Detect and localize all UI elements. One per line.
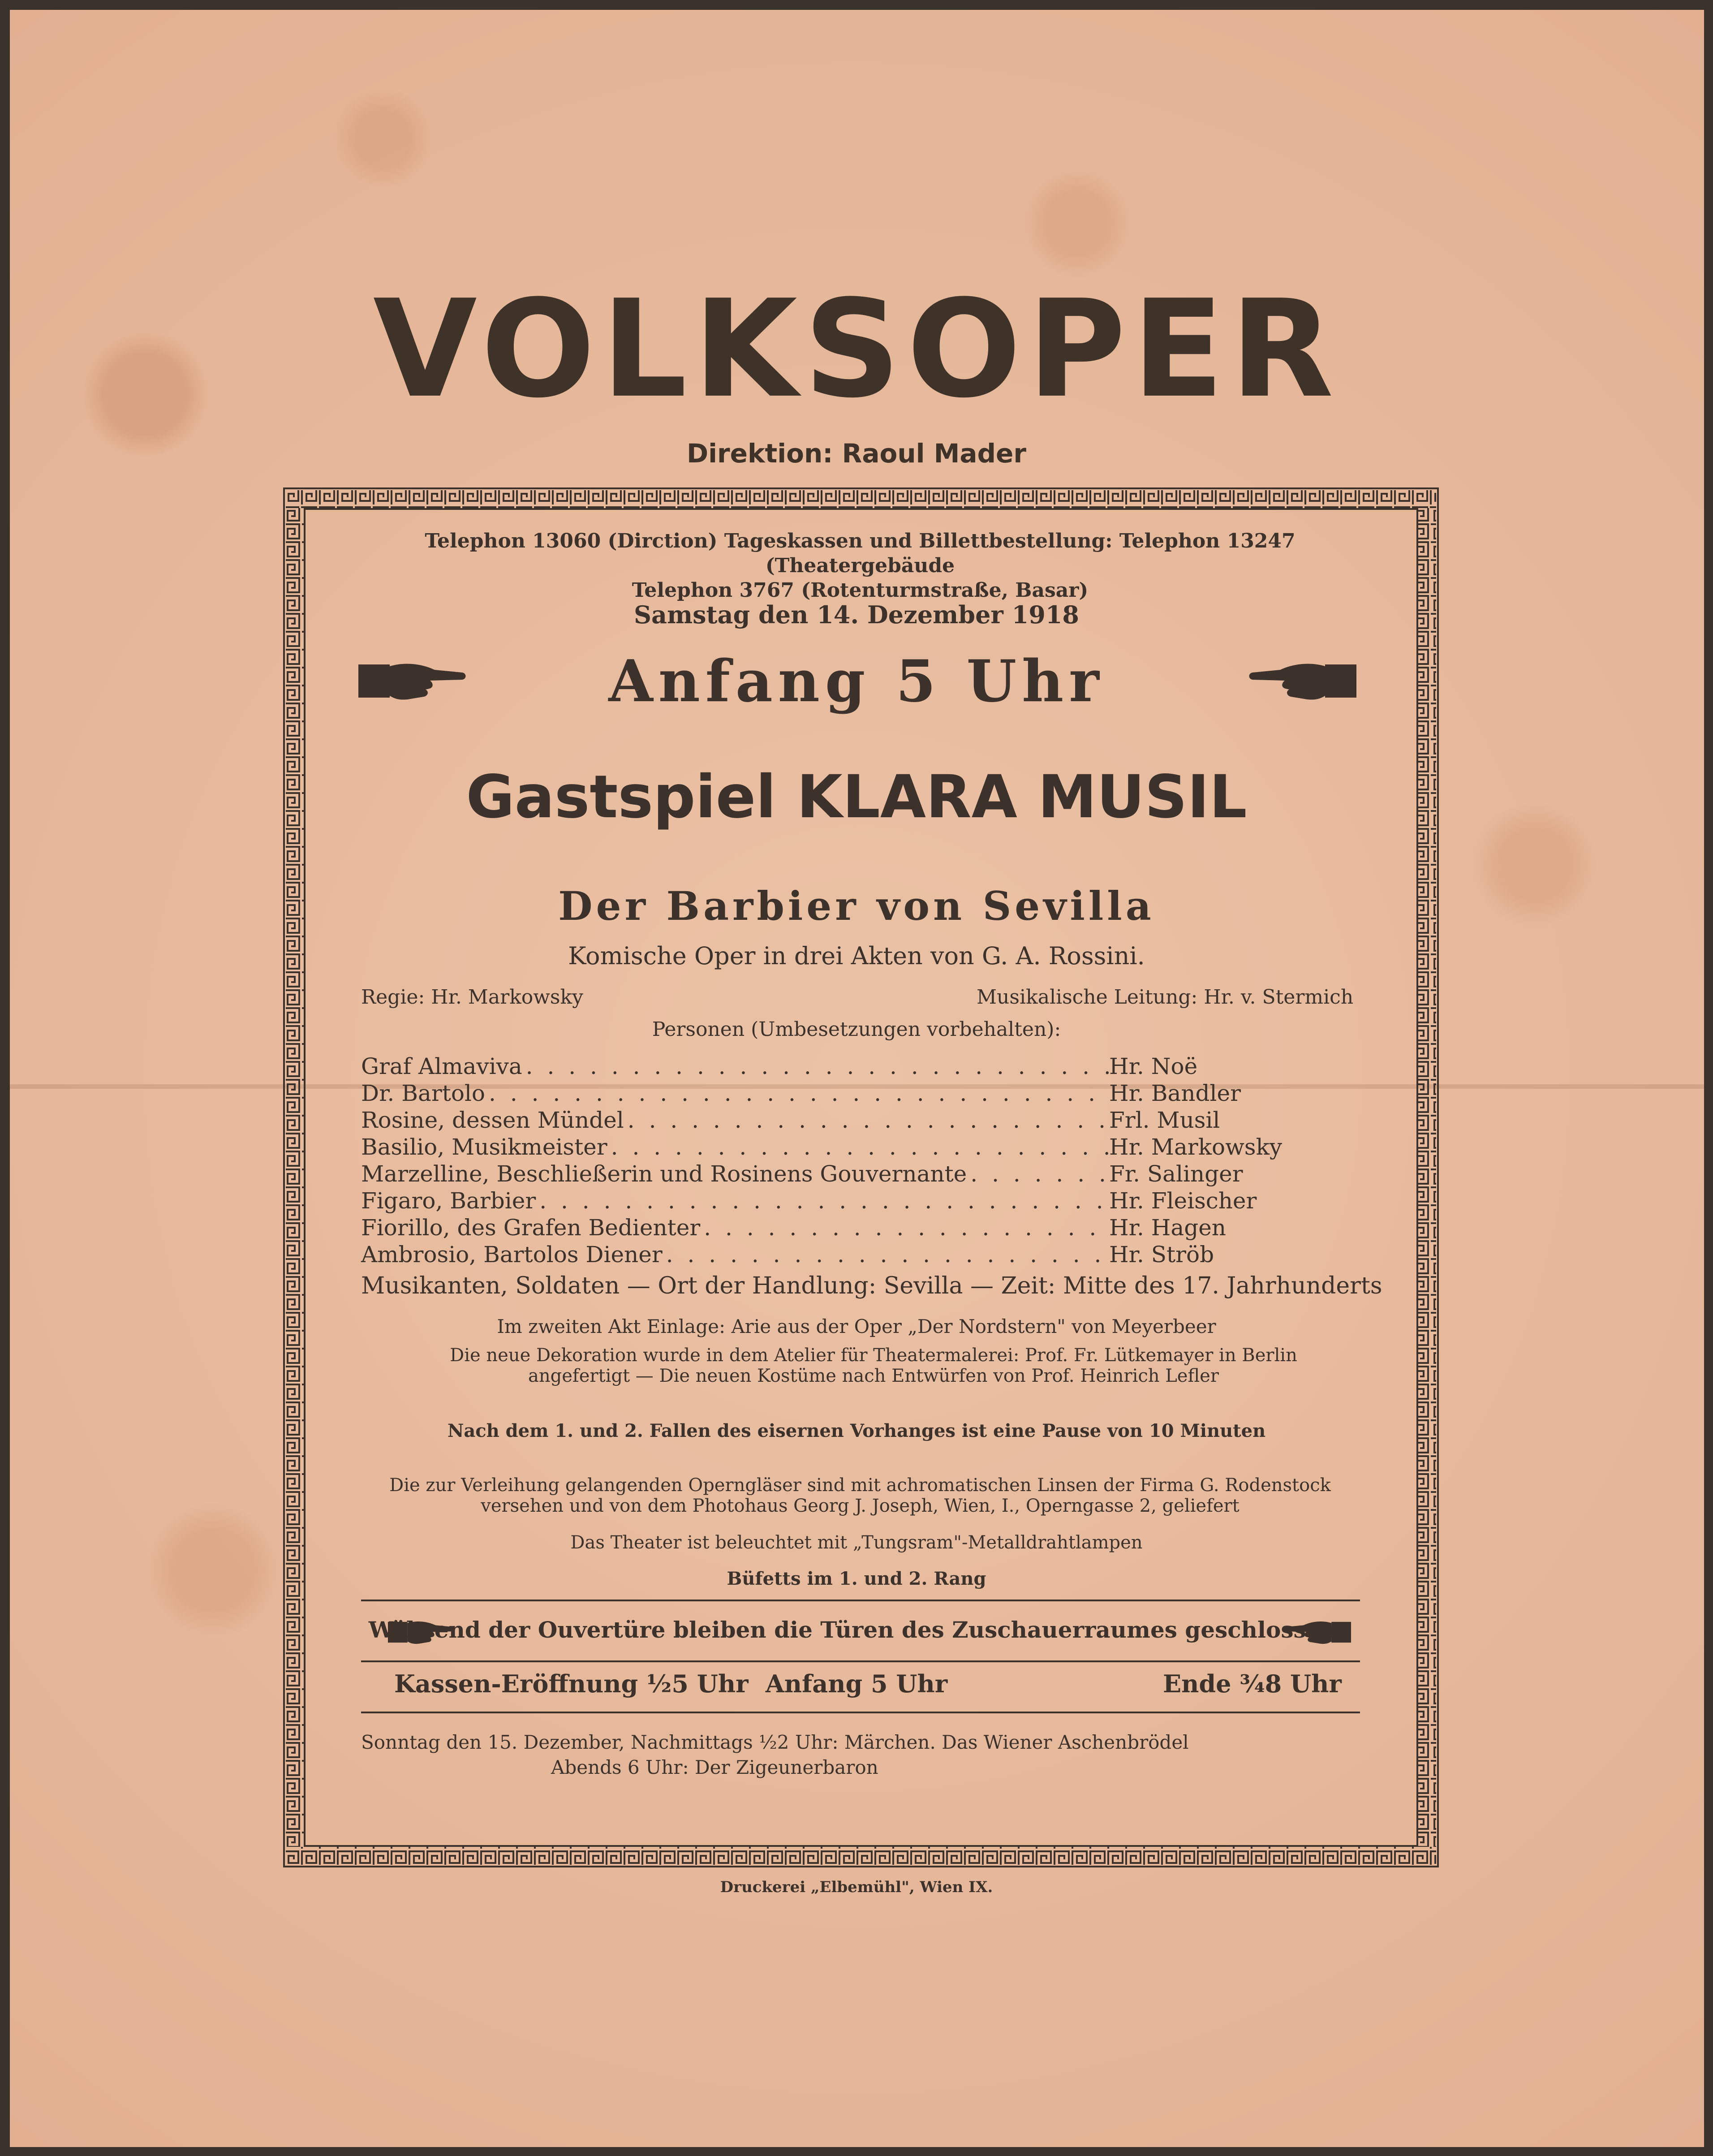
opera-title: Der Barbier von Sevilla bbox=[558, 883, 1155, 929]
decoration-line-1: Die neue Dekoration wurde in dem Atelier für Theatermalerei: Prof. Fr. Lütkemayer in Berlin bbox=[450, 1345, 1297, 1366]
leader-dots bbox=[522, 1053, 1109, 1080]
telephone-line-1: Telephon 13060 (Dirction) Tageskassen und Billettbestellung: Telephon 13247 (Theatergebäude bbox=[425, 530, 1296, 577]
cast-actor: Hr. Markowsky bbox=[1109, 1134, 1283, 1160]
lighting-note: Das Theater ist beleuchtet mit „Tungsram"-Metalldrahtlampen bbox=[570, 1532, 1143, 1553]
cast-actor: Frl. Musil bbox=[1109, 1107, 1220, 1133]
cast-row bbox=[361, 1053, 1360, 1080]
cast-role: Figaro, Barbier bbox=[361, 1188, 536, 1214]
leader-dots bbox=[700, 1214, 1109, 1241]
leader-dots bbox=[485, 1080, 1109, 1107]
next-performance-line-2: Abends 6 Uhr: Der Zigeunerbaron bbox=[551, 1756, 878, 1778]
leader-dots bbox=[536, 1187, 1109, 1214]
regie-credit: Regie: Hr. Markowsky bbox=[361, 986, 584, 1009]
cast-role: Ambrosio, Bartolos Diener bbox=[361, 1242, 663, 1268]
divider bbox=[361, 1660, 1360, 1662]
cast-heading: Personen (Umbesetzungen vorbehalten): bbox=[652, 1018, 1061, 1041]
telephone-line-2: Telephon 3767 (Rotenturmstraße, Basar) bbox=[632, 579, 1089, 602]
decoration-line-2: angefertigt — Die neuen Kostüme nach Entwürfen von Prof. Heinrich Lefler bbox=[528, 1366, 1219, 1386]
cast-role: Rosine, dessen Mündel bbox=[361, 1107, 624, 1133]
cast-role: Basilio, Musikmeister bbox=[361, 1134, 607, 1160]
leader-dots bbox=[624, 1107, 1109, 1134]
start-time-banner: Anfang 5 Uhr bbox=[608, 648, 1105, 715]
telephone-info bbox=[367, 529, 1353, 603]
start-time: Anfang 5 Uhr bbox=[765, 1669, 948, 1698]
cast-role: Graf Almaviva bbox=[361, 1053, 522, 1079]
cast-row bbox=[361, 1134, 1360, 1160]
cast-row bbox=[361, 1160, 1360, 1187]
cast-actor: Hr. Fleischer bbox=[1109, 1188, 1257, 1214]
printer-credit: Druckerei „Elbemühl", Wien IX. bbox=[720, 1878, 993, 1896]
overture-note: Während der Ouvertüre bleiben die Türen des Zuschauerraumes geschlossen. bbox=[368, 1617, 1345, 1643]
cast-row bbox=[361, 1080, 1360, 1107]
cast-actor: Hr. Bandler bbox=[1109, 1080, 1241, 1106]
guest-performance: Gastspiel KLARA MUSIL bbox=[466, 763, 1247, 832]
pause-note: Nach dem 1. und 2. Fallen des eisernen Vorhanges ist eine Pause von 10 Minuten bbox=[447, 1420, 1266, 1441]
cast-row bbox=[361, 1107, 1360, 1134]
cast-row bbox=[361, 1214, 1360, 1241]
cast-actor: Hr. Noë bbox=[1109, 1053, 1198, 1079]
leader-dots bbox=[607, 1134, 1109, 1160]
decoration-note bbox=[403, 1345, 1344, 1386]
cast-row bbox=[361, 1187, 1360, 1214]
divider bbox=[361, 1600, 1360, 1601]
opera-subtitle: Komische Oper in drei Akten von G. A. Rossini. bbox=[568, 942, 1145, 970]
opera-glasses-line-2: versehen und von dem Photohaus Georg J. Joseph, Wien, I., Operngasse 2, geliefert bbox=[481, 1496, 1240, 1516]
cast-actor: Fr. Salinger bbox=[1109, 1161, 1243, 1187]
next-performance-line-1: Sonntag den 15. Dezember, Nachmittags ½2 Uhr: Märchen. Das Wiener Aschenbrödel bbox=[361, 1731, 1189, 1753]
leader-dots bbox=[663, 1241, 1109, 1268]
direction-line: Direktion: Raoul Mader bbox=[687, 438, 1026, 469]
insertion-note: Im zweiten Akt Einlage: Arie aus der Oper „Der Nordstern" von Meyerbeer bbox=[497, 1315, 1216, 1337]
divider bbox=[361, 1712, 1360, 1713]
cast-role: Dr. Bartolo bbox=[361, 1080, 486, 1106]
leader-dots bbox=[967, 1160, 1109, 1187]
performance-date: Samstag den 14. Dezember 1918 bbox=[634, 600, 1079, 629]
buffet-note: Büfetts im 1. und 2. Rang bbox=[727, 1568, 986, 1589]
setting-line: Musikanten, Soldaten — Ort der Handlung: Sevilla — Zeit: Mitte des 17. Jahrhunderts bbox=[361, 1272, 1382, 1299]
box-office-time: Kassen-Eröffnung ½5 Uhr bbox=[394, 1669, 749, 1698]
cast-role: Fiorillo, des Grafen Bedienter bbox=[361, 1215, 701, 1241]
music-direction-credit: Musikalische Leitung: Hr. v. Stermich bbox=[977, 986, 1354, 1009]
cast-actor: Hr. Ströb bbox=[1109, 1242, 1214, 1268]
cast-list bbox=[361, 1053, 1360, 1268]
cast-role: Marzelline, Beschließerin und Rosinens Gouvernante bbox=[361, 1161, 967, 1187]
cast-actor: Hr. Hagen bbox=[1109, 1215, 1227, 1241]
end-time: Ende ¾8 Uhr bbox=[1163, 1669, 1342, 1698]
opera-glasses-line-1: Die zur Verleihung gelangenden Operngläser sind mit achromatischen Linsen der Firma G. Rodenstock bbox=[389, 1475, 1331, 1496]
cast-row bbox=[361, 1241, 1360, 1268]
opera-glasses-note bbox=[349, 1475, 1371, 1516]
poster-title: VOLKSOPER bbox=[373, 271, 1340, 427]
